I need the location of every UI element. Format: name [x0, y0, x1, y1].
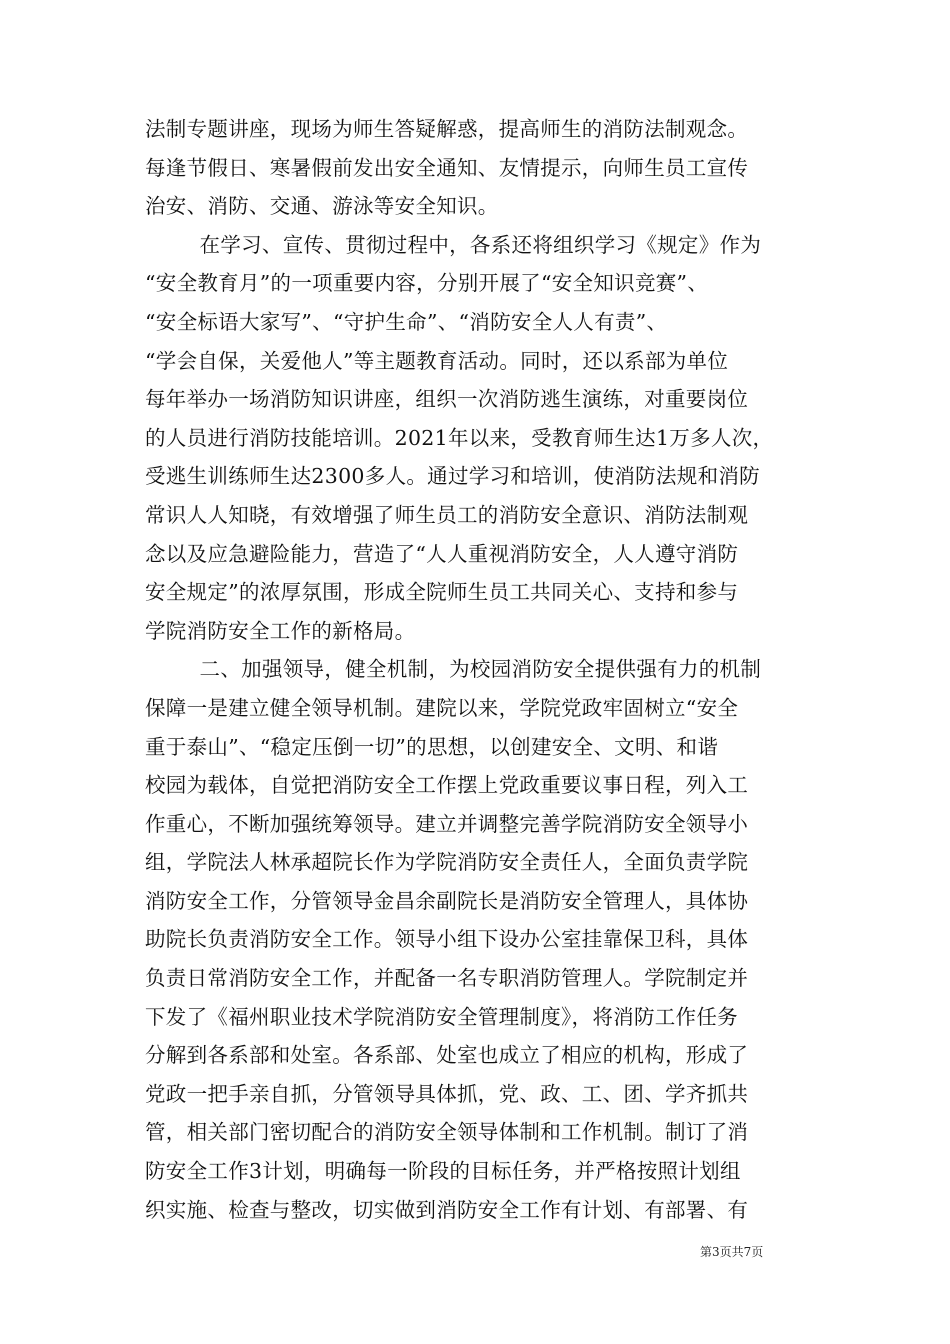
text-line: 治安、消防、交通、游泳等安全知识。 — [145, 194, 499, 219]
text-line: 念以及应急避险能力，营造了“人人重视消防安全，人人遵守消防 — [145, 541, 739, 566]
document-body — [145, 110, 810, 1229]
text-line: 消防安全工作，分管领导金昌余副院长是消防安全管理人，具体协 — [145, 888, 749, 913]
text-line: “学会自保，关爱他人”等主题教育活动。同时，还以系部为单位 — [145, 348, 729, 373]
text-line: 校园为载体，自觉把消防安全工作摆上党政重要议事日程，列入工 — [145, 773, 749, 798]
text-line: 党政一把手亲自抓，分管领导具体抓，党、政、工、团、学齐抓共 — [145, 1081, 749, 1106]
text-line: 学院消防安全工作的新格局。 — [145, 618, 416, 643]
text-line: 负责日常消防安全工作，并配备一名专职消防管理人。学院制定并 — [145, 966, 749, 991]
text-line: 常识人人知晓，有效增强了师生员工的消防安全意识、消防法制观 — [145, 502, 749, 527]
text-line: “安全教育月”的一项重要内容，分别开展了“安全知识竞赛”、 — [145, 271, 709, 296]
text-line: 管，相关部门密切配合的消防安全领导体制和工作机制。制订了消 — [145, 1120, 749, 1145]
text-line: 二、加强领导，健全机制，为校园消防安全提供强有力的机制 — [145, 657, 762, 682]
text-line: 重于泰山”、“稳定压倒一切”的思想，以创建安全、文明、和谐 — [145, 734, 719, 759]
text-line: 组，学院法人林承超院长作为学院消防安全责任人，全面负责学院 — [145, 850, 749, 875]
text-line: 安全规定”的浓厚氛围，形成全院师生员工共同关心、支持和参与 — [145, 580, 739, 605]
text-line: 每年举办一场消防知识讲座，组织一次消防逃生演练，对重要岗位 — [145, 387, 749, 412]
text-line: 法制专题讲座，现场为师生答疑解惑，提高师生的消防法制观念。 — [145, 117, 749, 141]
text-line: 作重心，不断加强统筹领导。建立并调整完善学院消防安全领导小 — [145, 811, 749, 836]
text-line: 保障一是建立健全领导机制。建院以来，学院党政牢固树立“安全 — [145, 695, 739, 720]
text-line: “安全标语大家写”、“守护生命”、“消防安全人人有责”、 — [145, 309, 668, 334]
text-line: 受逃生训练师生达2300多人。通过学习和培训，使消防法规和消防 — [145, 464, 760, 489]
text-line: 分解到各系部和处室。各系部、处室也成立了相应的机构，形成了 — [145, 1043, 749, 1068]
text-line: 每逢节假日、寒暑假前发出安全通知、友情提示，向师生员工宣传 — [145, 155, 749, 180]
text-line: 下发了《福州职业技术学院消防安全管理制度》，将消防工作任务 — [145, 1004, 738, 1029]
text-line: 织实施、检查与整改，切实做到消防安全工作有计划、有部署、有 — [145, 1197, 749, 1222]
text-line: 的人员进行消防技能培训。2021年以来，受教育师生达1万多人次， — [145, 425, 774, 450]
text-line: 助院长负责消防安全工作。领导小组下设办公室挂靠保卫科，具体 — [145, 927, 749, 952]
text-line: 在学习、宣传、贯彻过程中，各系还将组织学习《规定》作为 — [145, 232, 762, 257]
page-number-footer: 第3页共7页 — [700, 1245, 764, 1259]
text-line: 防安全工作3计划，明确每一阶段的目标任务，并严格按照计划组 — [145, 1159, 741, 1184]
